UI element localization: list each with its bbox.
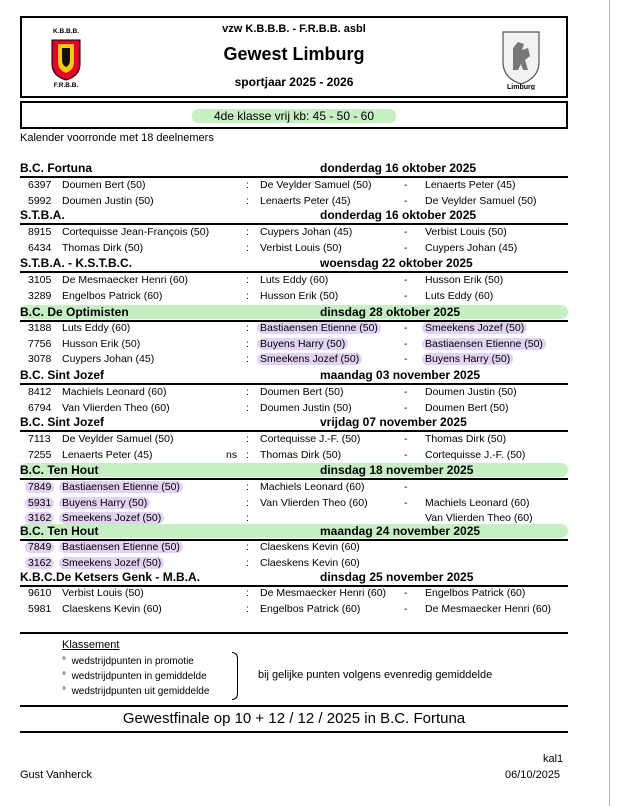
match-date: donderdag 16 oktober 2025 — [320, 161, 477, 175]
colon: : — [246, 448, 249, 461]
opponent-1: De Veylder Samuel (50) — [260, 179, 372, 191]
match-date: dinsdag 18 november 2025 — [320, 463, 474, 477]
player-name: Claeskens Kevin (60) — [62, 602, 162, 615]
section-header — [20, 463, 568, 477]
page-edge — [609, 0, 610, 806]
player-name: Engelbos Patrick (60) — [62, 289, 163, 302]
match-date: maandag 24 november 2025 — [320, 524, 481, 538]
table-row — [20, 433, 568, 447]
colon: : — [246, 602, 249, 615]
dash: - — [404, 386, 408, 398]
colon: : — [246, 274, 249, 286]
opponent-1: Buyens Harry (50) — [257, 338, 348, 350]
player-name: Verbist Louis (50) — [62, 587, 144, 599]
opponent-2: Machiels Leonard (60) — [425, 496, 530, 509]
opponent-1: Machiels Leonard (60) — [260, 481, 365, 493]
dash: - — [404, 481, 408, 493]
section-header — [20, 524, 568, 538]
colon: : — [246, 541, 249, 553]
player-name: Lenaerts Peter (45) — [62, 448, 153, 461]
player-name: Bastiaensen Etienne (50) — [59, 541, 183, 553]
dash: - — [404, 433, 408, 445]
player-name: De Mesmaecker Henri (60) — [62, 274, 189, 286]
table-row — [20, 195, 568, 209]
opponent-1: Cuypers Johan (45) — [260, 226, 353, 238]
opponent-2: Thomas Dirk (50) — [425, 433, 507, 445]
dash: - — [404, 353, 408, 365]
section-rule — [20, 271, 568, 273]
opponent-1: Claeskens Kevin (60) — [260, 541, 360, 553]
ranking-item-text: wedstrijdpunten uit gemiddelde — [71, 686, 210, 697]
section-header — [20, 256, 568, 270]
club-name: B.C. Ten Hout — [20, 463, 99, 477]
final-line: Gewestfinale op 10 + 12 / 12 / 2025 in B.C. Fortuna — [20, 710, 568, 733]
club-name: B.C. Sint Jozef — [20, 368, 105, 382]
table-row — [20, 587, 568, 601]
footer-date: 06/10/2025 — [505, 769, 561, 781]
colon: : — [246, 179, 249, 191]
opponent-2: Cuypers Johan (45) — [425, 241, 518, 254]
brace — [232, 652, 238, 700]
club-name: S.T.B.A. - K.S.T.B.C. — [20, 256, 133, 270]
match-date: woensdag 22 oktober 2025 — [320, 256, 473, 270]
dash: - — [404, 289, 408, 302]
match-date: maandag 03 november 2025 — [320, 368, 481, 382]
colon: : — [246, 512, 249, 524]
player-name: Cortequisse Jean-François (50) — [62, 226, 210, 238]
opponent-1: Engelbos Patrick (60) — [260, 602, 361, 615]
club-name: B.C. Sint Jozef — [20, 415, 105, 429]
section-rule — [20, 176, 568, 178]
bullet: ° — [62, 686, 66, 697]
player-name: Smeekens Jozef (50) — [59, 512, 164, 524]
player-name: Smeekens Jozef (50) — [59, 557, 164, 569]
opponent-1: Verbist Louis (50) — [260, 241, 342, 254]
logo-left-bottom-text: F.R.B.B. — [53, 82, 79, 88]
opponent-1: Doumen Bert (50) — [260, 386, 344, 398]
colon: : — [246, 289, 249, 302]
subtitle: Kalender voorronde met 18 deelnemers — [20, 132, 214, 144]
opponent-2: Cortequisse J.-F. (50) — [425, 448, 526, 461]
section-rule — [20, 478, 568, 480]
table-row — [20, 242, 568, 256]
season-line: sportjaar 2025 - 2026 — [234, 75, 354, 89]
player-name: Doumen Justin (50) — [62, 194, 154, 207]
player-name: Thomas Dirk (50) — [62, 241, 144, 254]
dash: - — [404, 179, 408, 191]
ranking-item — [62, 656, 194, 667]
opponent-2: De Veylder Samuel (50) — [425, 194, 537, 207]
opponent-2: Bastiaensen Etienne (50) — [422, 338, 546, 350]
dash: - — [404, 322, 408, 334]
opponent-2: Husson Erik (50) — [425, 274, 504, 286]
section-rule — [20, 430, 568, 432]
player-name: De Veylder Samuel (50) — [62, 433, 174, 445]
player-id: 5981 — [28, 602, 52, 615]
player-id: 7113 — [28, 433, 51, 445]
player-id: 7255 — [28, 448, 52, 461]
opponent-2: Verbist Louis (50) — [425, 226, 507, 238]
club-name: S.T.B.A. — [20, 208, 65, 222]
note: ns — [226, 448, 238, 461]
section-rule — [20, 383, 568, 385]
table-row — [20, 541, 568, 555]
player-id: 3105 — [28, 274, 52, 286]
footer-author: Gust Vanherck — [20, 769, 92, 781]
player-id: 7849 — [25, 481, 54, 493]
colon: : — [246, 386, 249, 398]
table-row — [20, 353, 568, 367]
colon: : — [246, 226, 249, 238]
colon: : — [246, 194, 249, 207]
opponent-2: Doumen Bert (50) — [425, 401, 509, 414]
player-id: 3078 — [28, 353, 52, 365]
table-row — [20, 603, 568, 617]
opponent-1: Van Vlierden Theo (60) — [260, 496, 368, 509]
opponent-2: Lenaerts Peter (45) — [425, 179, 516, 191]
opponent-1: Cortequisse J.-F. (50) — [260, 433, 361, 445]
org-line: vzw K.B.B.B. - F.R.B.B. asbl — [222, 23, 366, 35]
opponent-1: Luts Eddy (60) — [260, 274, 329, 286]
player-id: 5931 — [25, 497, 54, 509]
opponent-2: Van Vlierden Theo (60) — [425, 512, 533, 524]
match-date: vrijdag 07 november 2025 — [320, 415, 467, 429]
player-id: 5992 — [28, 194, 52, 207]
opponent-1: Smeekens Jozef (50) — [257, 353, 362, 365]
club-name: B.C. Fortuna — [20, 161, 92, 175]
player-id: 3289 — [28, 289, 52, 302]
player-id: 7756 — [28, 337, 52, 350]
colon: : — [246, 481, 249, 493]
club-name: B.C. De Optimisten — [20, 305, 129, 319]
player-id: 6397 — [28, 179, 52, 191]
logo-left-top-text: K.B.B.B. — [53, 28, 79, 35]
player-name: Luts Eddy (60) — [62, 322, 131, 334]
dash: - — [404, 194, 408, 207]
colon: : — [246, 496, 249, 509]
bullet: ° — [62, 656, 66, 667]
player-name: Machiels Leonard (60) — [62, 386, 167, 398]
player-id: 9610 — [28, 587, 52, 599]
section-header — [20, 368, 568, 382]
opponent-2: Smeekens Jozef (50) — [422, 322, 527, 334]
bullet: ° — [62, 671, 66, 682]
opponent-1: De Mesmaecker Henri (60) — [260, 587, 387, 599]
opponent-2: Doumen Justin (50) — [425, 386, 517, 398]
player-name: Cuypers Johan (45) — [62, 353, 155, 365]
dash: - — [404, 226, 408, 238]
player-id: 7849 — [25, 541, 54, 553]
colon: : — [246, 241, 249, 254]
table-row — [20, 481, 568, 495]
limburg-crest-logo — [498, 26, 544, 90]
match-date: dinsdag 25 november 2025 — [320, 570, 474, 584]
opponent-1: Doumen Justin (50) — [260, 401, 352, 414]
dash: - — [404, 274, 408, 286]
player-name: Van Vlierden Theo (60) — [62, 401, 170, 414]
section-rule — [20, 223, 568, 225]
table-row — [20, 322, 568, 336]
player-id: 3162 — [25, 557, 54, 569]
opponent-2: De Mesmaecker Henri (60) — [425, 602, 552, 615]
dash: - — [404, 337, 408, 350]
player-id: 3162 — [25, 512, 54, 524]
player-name: Buyens Harry (50) — [59, 497, 150, 509]
match-date: dinsdag 28 oktober 2025 — [320, 305, 461, 319]
calendar-code: kal1 — [543, 753, 564, 765]
ranking-item-text: wedstrijdpunten in gemiddelde — [71, 671, 207, 682]
class-line: 4de klasse vrij kb: 45 - 50 - 60 — [192, 109, 396, 123]
opponent-2: Luts Eddy (60) — [425, 289, 494, 302]
ranking-item-text: wedstrijdpunten in promotie — [71, 656, 194, 667]
section-header — [20, 570, 568, 584]
dash: - — [404, 496, 408, 509]
opponent-2: Buyens Harry (50) — [422, 353, 513, 365]
dash: - — [404, 587, 408, 599]
opponent-1: Bastiaensen Etienne (50) — [257, 322, 381, 334]
ranking-title: Klassement — [62, 639, 120, 651]
player-name: Bastiaensen Etienne (50) — [59, 481, 183, 493]
opponent-1: Lenaerts Peter (45) — [260, 194, 351, 207]
section-header — [20, 208, 568, 222]
colon: : — [246, 337, 249, 350]
player-name: Doumen Bert (50) — [62, 179, 146, 191]
table-row — [20, 179, 568, 193]
colon: : — [246, 322, 249, 334]
table-row — [20, 402, 568, 416]
class-box — [20, 101, 568, 129]
table-row — [20, 557, 568, 571]
ranking-note: bij gelijke punten volgens evenredig gemiddelde — [258, 669, 493, 681]
club-name: K.B.C.De Ketsers Genk - M.B.A. — [20, 570, 201, 584]
section-header — [20, 305, 568, 319]
colon: : — [246, 353, 249, 365]
section-header — [20, 415, 568, 429]
table-row — [20, 290, 568, 304]
colon: : — [246, 401, 249, 414]
logo-right-label: Limburg — [507, 84, 535, 90]
page-title: Gewest Limburg — [223, 44, 365, 64]
opponent-1: Claeskens Kevin (60) — [260, 556, 360, 569]
player-id: 8915 — [28, 226, 52, 238]
player-name: Husson Erik (50) — [62, 337, 141, 350]
table-row — [20, 497, 568, 511]
opponent-2: Engelbos Patrick (60) — [425, 587, 526, 599]
club-name: B.C. Ten Hout — [20, 524, 99, 538]
colon: : — [246, 433, 249, 445]
table-row — [20, 449, 568, 463]
dash: - — [404, 241, 408, 254]
table-row — [20, 226, 568, 240]
player-id: 6794 — [28, 401, 52, 414]
opponent-1: Husson Erik (50) — [260, 289, 339, 302]
match-date: donderdag 16 oktober 2025 — [320, 208, 477, 222]
player-id: 6434 — [28, 241, 52, 254]
header-box — [20, 16, 568, 98]
ranking-item — [62, 671, 207, 682]
colon: : — [246, 587, 249, 599]
ranking-box — [20, 632, 568, 707]
dash: - — [404, 448, 408, 461]
player-id: 3188 — [28, 322, 52, 334]
ranking-item — [62, 686, 209, 697]
table-row — [20, 274, 568, 288]
dash: - — [404, 602, 408, 615]
table-row — [20, 338, 568, 352]
table-row — [20, 386, 568, 400]
opponent-1: Thomas Dirk (50) — [260, 448, 342, 461]
dash: - — [404, 401, 408, 414]
colon: : — [246, 556, 249, 569]
player-id: 8412 — [28, 386, 52, 398]
section-header — [20, 161, 568, 175]
